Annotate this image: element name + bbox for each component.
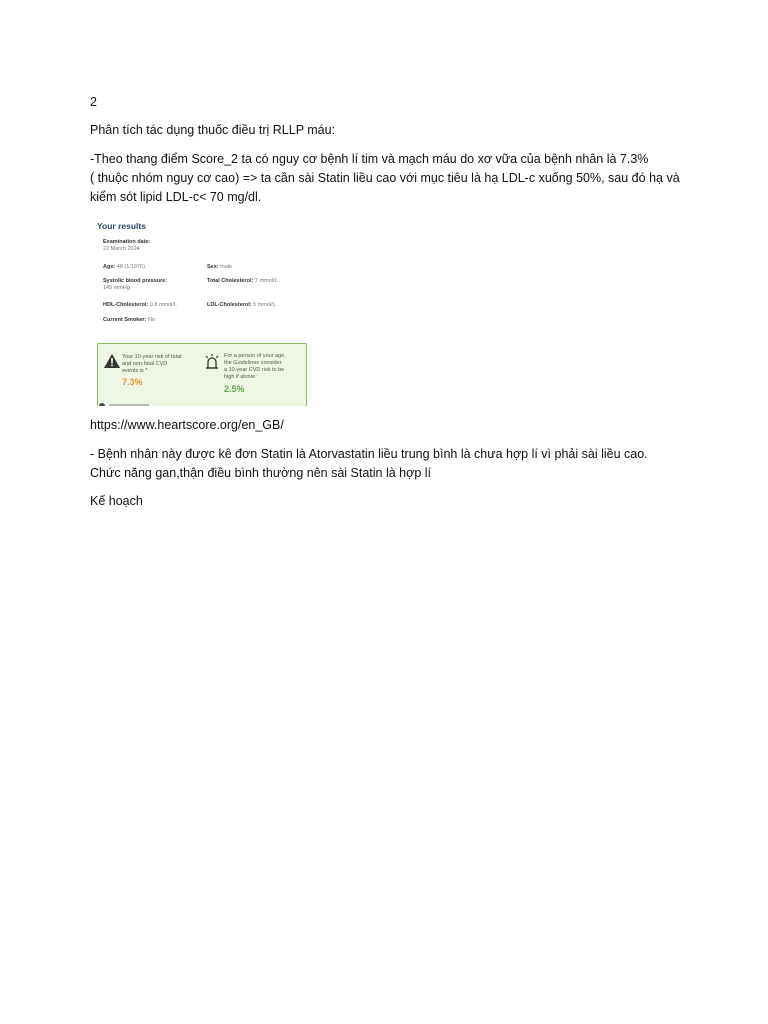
risk-summary-box bbox=[97, 343, 307, 406]
results-title: Your results bbox=[97, 221, 146, 231]
prescription-note bbox=[90, 445, 690, 483]
source-url[interactable]: https://www.heartscore.org/en_GB/ bbox=[90, 418, 284, 432]
total-cholesterol-field: Total Cholesterol: 7 mmol/L bbox=[207, 278, 278, 284]
guideline-alarm-icon bbox=[204, 353, 220, 369]
note-line: Chức năng gan,thận điều bình thường nên sài Statin là hợp lí bbox=[90, 466, 431, 480]
sbp-field: Systolic blood pressure: 145 mmHg bbox=[103, 278, 168, 291]
ldl-field: LDL-Cholesterol: 5 mmol/L bbox=[207, 302, 276, 308]
analysis-line: ( thuộc nhóm nguy cơ cao) => ta cần sài Statin liều cao với mục tiêu là hạ LDL-c xuống 50%, sau đó hạ và bbox=[90, 171, 680, 185]
exam-date: Examination date: 22 March 2024 bbox=[103, 239, 151, 252]
risk-value: 7.3% bbox=[122, 377, 143, 387]
age-field: Age: 48 (1/1976) bbox=[103, 264, 145, 270]
hdl-field: HDL-Cholesterol: 0.8 mmol/L bbox=[103, 302, 177, 308]
section-heading: Phân tích tác dụng thuốc điều trị RLLP máu: bbox=[90, 123, 336, 137]
cropped-row-fragment bbox=[97, 402, 157, 406]
analysis-paragraph bbox=[90, 150, 680, 207]
plan-heading: Kế hoạch bbox=[90, 494, 143, 508]
analysis-line: kiểm sót lipid LDL-c< 70 mg/dl. bbox=[90, 190, 262, 204]
sex-field: Sex: male bbox=[207, 264, 233, 270]
guideline-description: For a person of your age, the Guidelines consider a 10-year CVD risk to be high if above: bbox=[224, 353, 286, 380]
risk-description: Your 10-year risk of fatal and non-fatal CVD events is * bbox=[122, 354, 182, 374]
smoker-field: Current Smoker: No bbox=[103, 317, 155, 323]
warning-icon bbox=[104, 354, 120, 368]
note-line: - Bệnh nhân này được kê đơn Statin là Atorvastatin liều trung bình là chưa hợp lí vì phải sài liều cao. bbox=[90, 447, 648, 461]
guideline-value: 2.5% bbox=[224, 384, 245, 394]
analysis-line: -Theo thang điểm Score_2 ta có nguy cơ bệnh lí tim và mạch máu do xơ vữa của bệnh nhân là 7.3% bbox=[90, 152, 649, 166]
page-number: 2 bbox=[90, 95, 97, 109]
heartscore-results-screenshot bbox=[90, 214, 308, 406]
